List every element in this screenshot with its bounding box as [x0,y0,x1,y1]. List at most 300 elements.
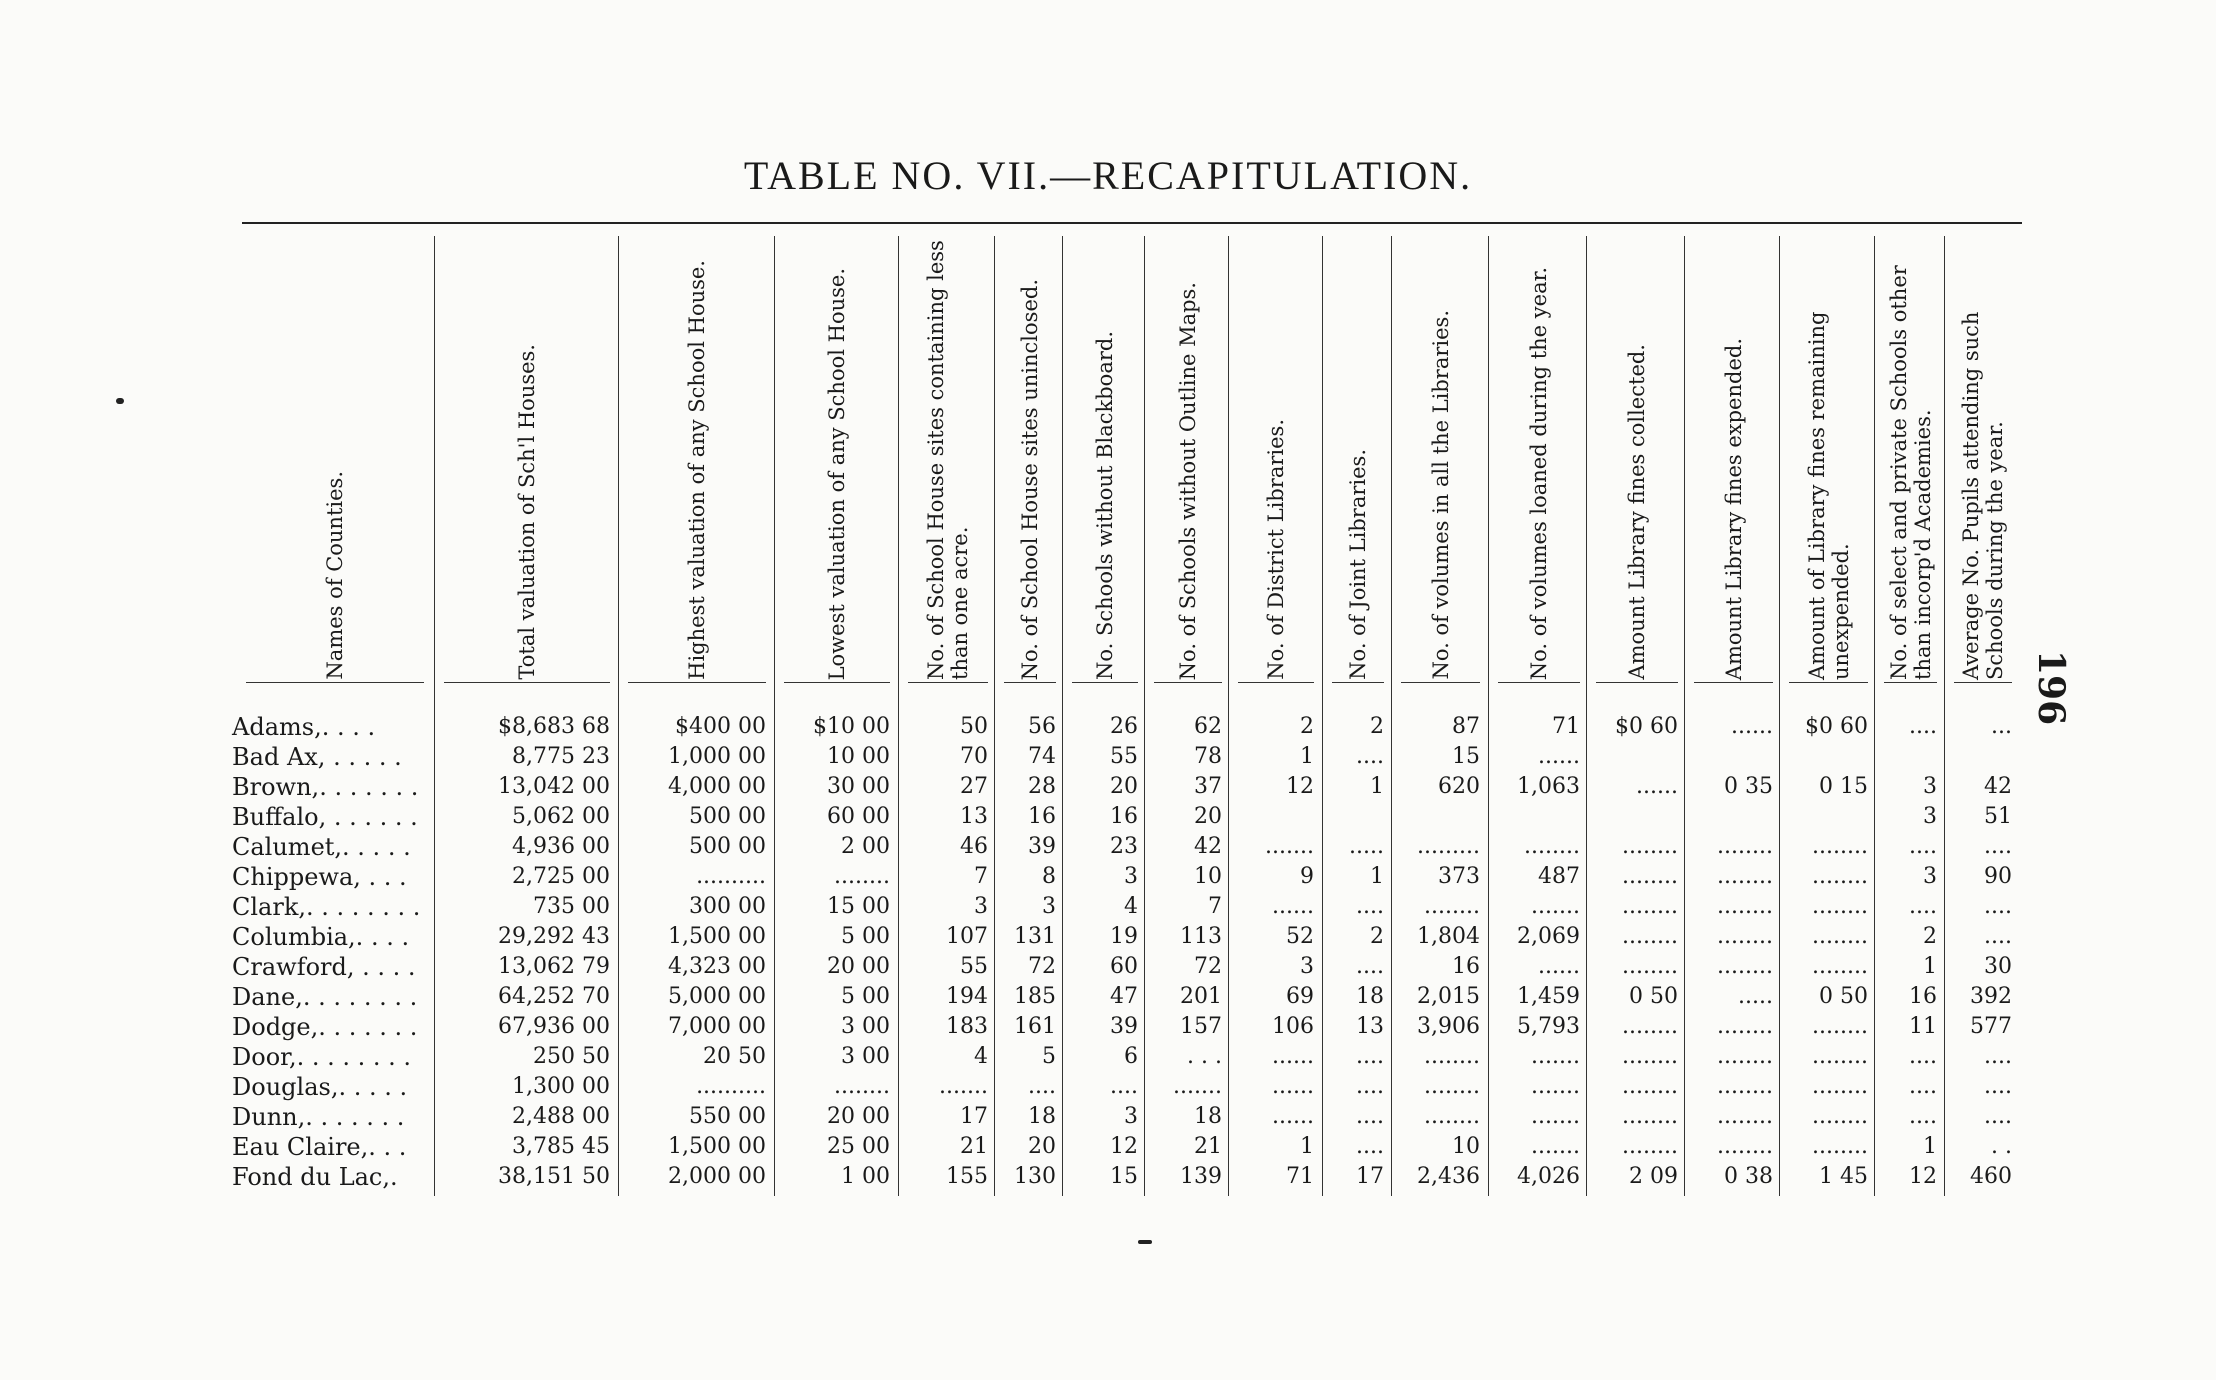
table-cell: .... [1909,714,1937,739]
table-cell: $400 00 [675,714,766,739]
county-name: Chippewa, . . . [232,863,407,891]
table-cell: 113 [1180,924,1222,949]
column-header [1688,240,1779,680]
table-cell: 13 [1356,1014,1384,1039]
table-row [0,802,2216,832]
table-row [0,1042,2216,1072]
header-underline [444,682,610,683]
county-name: Buffalo, . . . . . . [232,803,418,831]
column-header-label: Amount Library fines collected. [1625,344,1649,680]
table-cell: ........ [1524,834,1580,859]
table-cell: 373 [1438,864,1480,889]
header-underline [1004,682,1056,683]
table-cell: 2 [1300,714,1314,739]
table-cell: 4 [1124,894,1138,919]
table-cell: 250 50 [533,1044,610,1069]
ink-speck [1138,1240,1152,1244]
table-cell: 3,906 [1417,1014,1480,1039]
table-cell: 2,436 [1417,1164,1480,1189]
table-row [0,1072,2216,1102]
table-cell: 155 [946,1164,988,1189]
table-cell: 39 [1028,834,1056,859]
table-cell: 550 00 [689,1104,766,1129]
table-cell: 4 [974,1044,988,1069]
table-row [0,712,2216,742]
column-header [622,240,772,680]
table-cell: ........ [1622,1014,1678,1039]
table-cell: 8 [1042,864,1056,889]
table-cell: 55 [1110,744,1138,769]
column-header [438,240,616,680]
table-cell [1783,802,1868,832]
table-cell: 8,775 23 [512,744,610,769]
table-cell: 9 [1300,864,1314,889]
table-cell: .... [1909,1074,1937,1099]
table-cell: 5,000 00 [668,984,766,1009]
table-cell: 12 [1286,774,1314,799]
table-cell: 1,500 00 [668,1134,766,1159]
column-header-label: Amount of Library fines remaining unexpended. [1804,311,1853,680]
column-header [1783,240,1874,680]
county-name: Eau Claire,. . . [232,1133,407,1161]
table-cell: $10 00 [813,714,890,739]
table-cell: .... [1984,1074,2012,1099]
table-cell: 18 [1356,984,1384,1009]
table-cell: 51 [1984,804,2012,829]
table-cell: 72 [1194,954,1222,979]
table-cell: 2,725 00 [512,864,610,889]
county-name: Clark,. . . . . . . . [232,893,421,921]
table-cell: 2 [1923,924,1937,949]
table-cell: 577 [1970,1014,2012,1039]
table-cell: 12 [1110,1134,1138,1159]
table-cell: 70 [960,744,988,769]
column-header [1948,240,2018,680]
table-cell [1326,802,1384,832]
header-underline [1238,682,1314,683]
table-cell: 130 [1014,1164,1056,1189]
table-cell: 5,062 00 [512,804,610,829]
table-row [0,862,2216,892]
table-cell: 139 [1180,1164,1222,1189]
table-cell: 38,151 50 [498,1164,610,1189]
table-cell: $8,683 68 [498,714,610,739]
table-cell: 10 00 [827,744,890,769]
table-cell: 39 [1110,1014,1138,1039]
table-cell: ........ [1812,864,1868,889]
table-cell: 90 [1984,864,2012,889]
table-cell: 1 [1923,954,1937,979]
table-cell: 2,015 [1417,984,1480,1009]
table-cell: ........ [1717,1104,1773,1129]
table-cell: 1 [1370,774,1384,799]
table-cell: ...... [1272,1044,1314,1069]
header-underline [628,682,766,683]
table-row [0,892,2216,922]
table-cell: 3 [1124,864,1138,889]
header-underline [1954,682,2012,683]
column-header-label: No. of School House sites containing less than one acre. [924,240,972,680]
table-cell: 69 [1286,984,1314,1009]
table-row [0,1132,2216,1162]
header-underline [1332,682,1384,683]
table-cell: ...... [1272,894,1314,919]
table-cell: .... [1356,1044,1384,1069]
table-cell: 1,300 00 [512,1074,610,1099]
table-cell: 42 [1194,834,1222,859]
table-cell: 13 [960,804,988,829]
table-cell: ..... [1349,834,1384,859]
table-cell: 16 [1028,804,1056,829]
table-cell: ...... [1272,1074,1314,1099]
county-name: Douglas,. . . . . [232,1073,408,1101]
table-cell: 0 38 [1724,1164,1773,1189]
table-cell: 71 [1286,1164,1314,1189]
table-cell: 18 [1028,1104,1056,1129]
table-cell: 20 00 [827,1104,890,1129]
table-cell: 60 00 [827,804,890,829]
table-cell: 13,042 00 [498,774,610,799]
table-cell: 55 [960,954,988,979]
table-cell: 500 00 [689,804,766,829]
county-name: Dunn,. . . . . . . [232,1103,405,1131]
table-cell: $0 60 [1615,714,1678,739]
table-cell: 5 00 [841,984,890,1009]
column-header [1395,240,1486,680]
table-cell: 194 [946,984,988,1009]
column-header-label: No. of volumes in all the Libraries. [1428,310,1453,680]
table-cell: 29,292 43 [498,924,610,949]
county-name: Door,. . . . . . . . [232,1043,412,1071]
column-header-label: Highest valuation of any School House. [685,260,709,680]
table-row [0,1012,2216,1042]
table-cell: 3 00 [841,1014,890,1039]
table-cell: 10 [1194,864,1222,889]
table-cell: .... [1984,834,2012,859]
table-cell: ........ [1812,1134,1868,1159]
table-cell: 131 [1014,924,1056,949]
table-cell: ........ [1812,894,1868,919]
table-cell: 12 [1909,1164,1937,1189]
table-cell: ...... [1538,954,1580,979]
table-row [0,922,2216,952]
table-cell: .... [1356,1104,1384,1129]
table-cell: ....... [1531,1134,1580,1159]
table-cell [1878,742,1937,772]
table-cell [1590,742,1678,772]
table-cell: ........ [1812,954,1868,979]
header-underline [1154,682,1222,683]
column-header-label: No. of Schools without Outline Maps. [1176,281,1200,680]
table-cell [1590,802,1678,832]
table-cell: .... [1356,1134,1384,1159]
table-cell: 0 50 [1819,984,1868,1009]
table-cell [1232,802,1314,832]
table-cell: 3 [1124,1104,1138,1129]
table-cell: ....... [1531,1044,1580,1069]
table-cell: 106 [1272,1014,1314,1039]
table-cell: $0 60 [1805,714,1868,739]
column-header-label: No. of volumes loaned during the year. [1527,266,1551,680]
column-header-label: Total valuation of Sch'l Houses. [515,344,539,680]
table-cell: 20 [1028,1134,1056,1159]
table-cell: 15 [1452,744,1480,769]
table-cell: 5 00 [841,924,890,949]
table-cell: 74 [1028,744,1056,769]
table-cell: 20 [1194,804,1222,829]
table-cell: ........ [1622,894,1678,919]
table-row [0,1162,2216,1192]
column-header-label: Lowest valuation of any School House. [825,267,849,680]
table-cell: 3 [1300,954,1314,979]
column-header [902,240,994,680]
table-cell: 1 45 [1819,1164,1868,1189]
table-cell: .... [1984,1044,2012,1069]
table-cell: 30 00 [827,774,890,799]
table-row [0,982,2216,1012]
table-row [0,1102,2216,1132]
table-cell: 3 [974,894,988,919]
table-cell: 78 [1194,744,1222,769]
table-cell: .......... [696,1074,766,1099]
column-header-label: No. of Joint Libraries. [1346,449,1370,680]
table-cell: 183 [946,1014,988,1039]
column-header [998,240,1062,680]
column-header-label: Names of Counties. [323,471,347,680]
column-header [1326,240,1390,680]
table-cell: ....... [939,1074,988,1099]
table-cell: ........ [1622,954,1678,979]
table-cell: .... [1909,894,1937,919]
table-cell: 1,500 00 [668,924,766,949]
table-cell: 67,936 00 [498,1014,610,1039]
table-cell: ........ [1717,1074,1773,1099]
table-cell: 4,000 00 [668,774,766,799]
table-cell: 7 [974,864,988,889]
table-cell: 71 [1552,714,1580,739]
table-cell: 1 [1300,1134,1314,1159]
table-cell: ....... [1531,1074,1580,1099]
table-cell: 0 50 [1629,984,1678,1009]
table-cell: ........ [1717,864,1773,889]
table-cell: 16 [1110,804,1138,829]
column-header [240,240,430,680]
header-underline [1884,682,1937,683]
table-cell: ........ [1717,894,1773,919]
table-cell: ........ [1717,834,1773,859]
column-header [778,240,896,680]
table-cell: ........ [1812,1104,1868,1129]
table-cell: 460 [1970,1164,2012,1189]
table-cell: 5 [1042,1044,1056,1069]
table-cell: 64,252 70 [498,984,610,1009]
table-cell: 5,793 [1517,1014,1580,1039]
table-cell: 56 [1028,714,1056,739]
table-cell: .... [1909,1104,1937,1129]
table-cell: 21 [960,1134,988,1159]
table-cell: ........ [1622,1104,1678,1129]
county-name: Dane,. . . . . . . . [232,983,418,1011]
table-cell: 2 [1370,924,1384,949]
table-row [0,742,2216,772]
table-cell: 1 00 [841,1164,890,1189]
table-cell: 3 [1923,804,1937,829]
table-cell: 3 [1923,774,1937,799]
column-header [1878,240,1943,680]
table-cell: 17 [1356,1164,1384,1189]
table-cell: ........ [1717,1014,1773,1039]
table-cell: 620 [1438,774,1480,799]
table-cell: 0 15 [1819,774,1868,799]
column-header-label: No. of School House sites uninclosed. [1018,278,1042,680]
table-cell: .... [1356,894,1384,919]
table-cell: ........ [1812,1014,1868,1039]
table-cell: 20 [1110,774,1138,799]
table-cell [1688,802,1773,832]
table-cell: ......... [1417,834,1480,859]
table-cell: ........ [1622,1044,1678,1069]
table-cell: 13,062 79 [498,954,610,979]
column-header [1066,240,1144,680]
table-cell: 62 [1194,714,1222,739]
table-cell: 4,323 00 [668,954,766,979]
table-cell: 3 00 [841,1044,890,1069]
table-cell: 72 [1028,954,1056,979]
table-cell: .... [1028,1074,1056,1099]
table-cell: 735 00 [533,894,610,919]
table-cell: ....... [1531,1104,1580,1129]
header-underline [784,682,890,683]
county-name: Calumet,. . . . . [232,833,411,861]
county-name: Bad Ax, . . . . . [232,743,402,771]
table-cell: 1 [1370,864,1384,889]
header-underline [1694,682,1773,683]
table-cell: ........ [1812,1074,1868,1099]
table-cell: 1,063 [1517,774,1580,799]
table-cell: 1,000 00 [668,744,766,769]
header-underline [1401,682,1480,683]
table-cell: 2,000 00 [668,1164,766,1189]
table-cell: 1,459 [1517,984,1580,1009]
column-header-label: Amount Library fines expended. [1721,337,1746,680]
table-cell: 26 [1110,714,1138,739]
table-cell: ....... [1173,1074,1222,1099]
header-underline [246,682,424,683]
table-cell: 3,785 45 [512,1134,610,1159]
table-cell: 30 [1984,954,2012,979]
table-cell: 18 [1194,1104,1222,1129]
table-cell: ........ [1622,864,1678,889]
table-cell: ...... [1731,714,1773,739]
table-row [0,832,2216,862]
table-cell: 392 [1970,984,2012,1009]
table-cell [1395,802,1480,832]
table-cell: ..... [1738,984,1773,1009]
page-number: 196 [2030,650,2072,726]
table-cell: 1 [1923,1134,1937,1159]
table-cell: 19 [1110,924,1138,949]
table-cell: 52 [1286,924,1314,949]
table-cell: 201 [1180,984,1222,1009]
table-cell: .......... [696,864,766,889]
table-cell: ...... [1538,744,1580,769]
table-cell [1492,802,1580,832]
table-cell: 28 [1028,774,1056,799]
table-cell: 1,804 [1417,924,1480,949]
county-name: Columbia,. . . . [232,923,410,951]
table-cell: 15 00 [827,894,890,919]
table-cell: .... [1984,924,2012,949]
table-cell: 2,069 [1517,924,1580,949]
table-row [0,772,2216,802]
ink-speck [116,398,124,404]
table-cell: ........ [1717,954,1773,979]
table-cell: 17 [960,1104,988,1129]
table-cell: 0 35 [1724,774,1773,799]
table-cell: . . . [1187,1044,1222,1069]
table-cell: .... [1356,1074,1384,1099]
table-cell: .... [1356,744,1384,769]
table-cell: ........ [834,864,890,889]
table-cell: 500 00 [689,834,766,859]
table-cell: .... [1110,1074,1138,1099]
table-cell: ........ [1717,924,1773,949]
table-cell: 161 [1014,1014,1056,1039]
table-cell: ....... [1531,894,1580,919]
table-cell: ...... [1272,1104,1314,1129]
table-cell: 4,936 00 [512,834,610,859]
header-underline [1789,682,1868,683]
column-header-label: No. Schools without Blackboard. [1093,331,1117,680]
top-rule [242,222,2022,224]
header-underline [1596,682,1678,683]
table-cell: 300 00 [689,894,766,919]
table-cell: .... [1356,954,1384,979]
table-cell: 10 [1452,1134,1480,1159]
table-cell: 157 [1180,1014,1222,1039]
table-cell: ........ [1424,1074,1480,1099]
table-cell: 1 [1300,744,1314,769]
table-cell: 46 [960,834,988,859]
table-cell: ........ [1622,1134,1678,1159]
column-header [1590,240,1684,680]
table-cell: 487 [1538,864,1580,889]
table-cell: ........ [1424,1044,1480,1069]
table-cell: 7 [1208,894,1222,919]
table-cell: ...... [1636,774,1678,799]
table-cell: ........ [1812,924,1868,949]
table-cell: .... [1909,1044,1937,1069]
table-cell: ....... [1265,834,1314,859]
table-cell: ........ [1424,1104,1480,1129]
column-header-label: No. of District Libraries. [1264,419,1288,680]
county-name: Dodge,. . . . . . . [232,1013,418,1041]
table-cell: ... [1991,714,2012,739]
header-underline [908,682,988,683]
table-cell: 37 [1194,774,1222,799]
table-cell: ........ [1622,924,1678,949]
table-cell: 23 [1110,834,1138,859]
table-cell: 42 [1984,774,2012,799]
column-header-label: Average No. Pupils attending such Schools during the year. [1959,311,2007,680]
table-cell: 4,026 [1517,1164,1580,1189]
header-underline [1072,682,1138,683]
table-cell: 2,488 00 [512,1104,610,1129]
table-cell: 25 00 [827,1134,890,1159]
table-cell [1783,742,1868,772]
table-cell: .... [1984,1104,2012,1129]
table-cell: ........ [834,1074,890,1099]
